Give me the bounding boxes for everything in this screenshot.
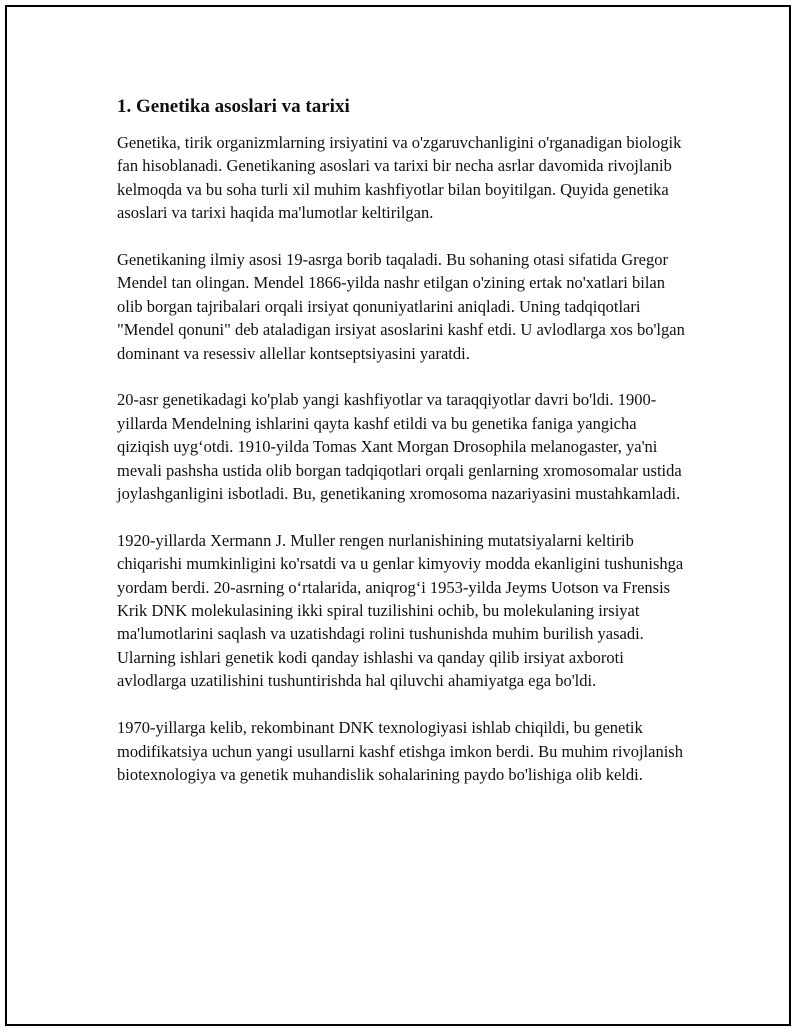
paragraph-mendel: Genetikaning ilmiy asosi 19-asrga borib taqaladi. Bu sohaning otasi sifatida Gregor Mendel tan olingan. Mendel 1866-yilda nashr etilgan o'zining ertak no'xatlari bilan olib borgan tajribalari orqali irsiyat qonuniyatlarini aniqladi. Uning tadqiqotlari "Mendel qonuni" deb ataladigan irsiyat asoslarini kashf etdi. U avlodlarga xos bo'lgan dominant va resessiv allellar kontseptsiyasini yaratdi. xyxy=(117,250,685,363)
paragraph-recombinant-dna: 1970-yillarga kelib, rekombinant DNK texnologiyasi ishlab chiqildi, bu genetik modifikatsiya uchun yangi usullarni kashf etishga imkon berdi. Bu muhim rivojlanish biotexnologiya va genetik muhandislik sohalarining paydo bo'lishiga olib keldi. xyxy=(117,718,683,784)
section-heading: 1. Genetika asoslari va tarixi xyxy=(117,96,350,117)
paragraph-20th-century: 20-asr genetikadagi ko'plab yangi kashfiyotlar va taraqqiyotlar davri bo'ldi. 1900-yillarda Mendelning ishlarini qayta kashf etildi va bu genetika faniga yangicha qiziqish uyg‘otdi. 1910-yilda Tomas Xant Morgan Drosophila melanogaster, ya'ni mevali pashsha ustida olib borgan tadqiqotlari orqali genlarning xromosomalar ustida joylashganligini isbotladi. Bu, genetikaning xromosoma nazariyasini mustahkamladi. xyxy=(117,390,682,504)
paragraph-intro: Genetika, tirik organizmlarning irsiyatini va o'zgaruvchanligini o'rganadigan biologik fan hisoblanadi. Genetikaning asoslari va tarixi bir necha asrlar davomida rivojlanib kelmoqda va bu soha turli xil muhim kashfiyotlar bilan boyitilgan. Quyida genetika asoslari va tarixi haqida ma'lumotlar keltirilgan. xyxy=(117,133,682,223)
paragraph-dna-structure: 1920-yillarda Xermann J. Muller rengen nurlanishining mutatsiyalarni keltirib chiqarishi mumkinligini ko'rsatdi va u genlar kimyoviy modda ekanligini tushunishga yordam berdi. 20-asrning o‘rtalarida, aniqrog‘i 1953-yilda Jeyms Uotson va Frensis Krik DNK molekulasining ikki spiral tuzilishini ochib, bu molekulaning irsiyat ma'lumotlarini saqlash va uzatishdagi rolini tushunishda muhim burilish yasadi. Ularning ishlari genetik kodi qanday ishlashi va qanday qilib irsiyat axboroti avlodlarga uzatilishini tushuntirishda hal qiluvchi ahamiyatga ega bo'ldi. xyxy=(117,530,684,691)
document-body xyxy=(117,94,692,810)
